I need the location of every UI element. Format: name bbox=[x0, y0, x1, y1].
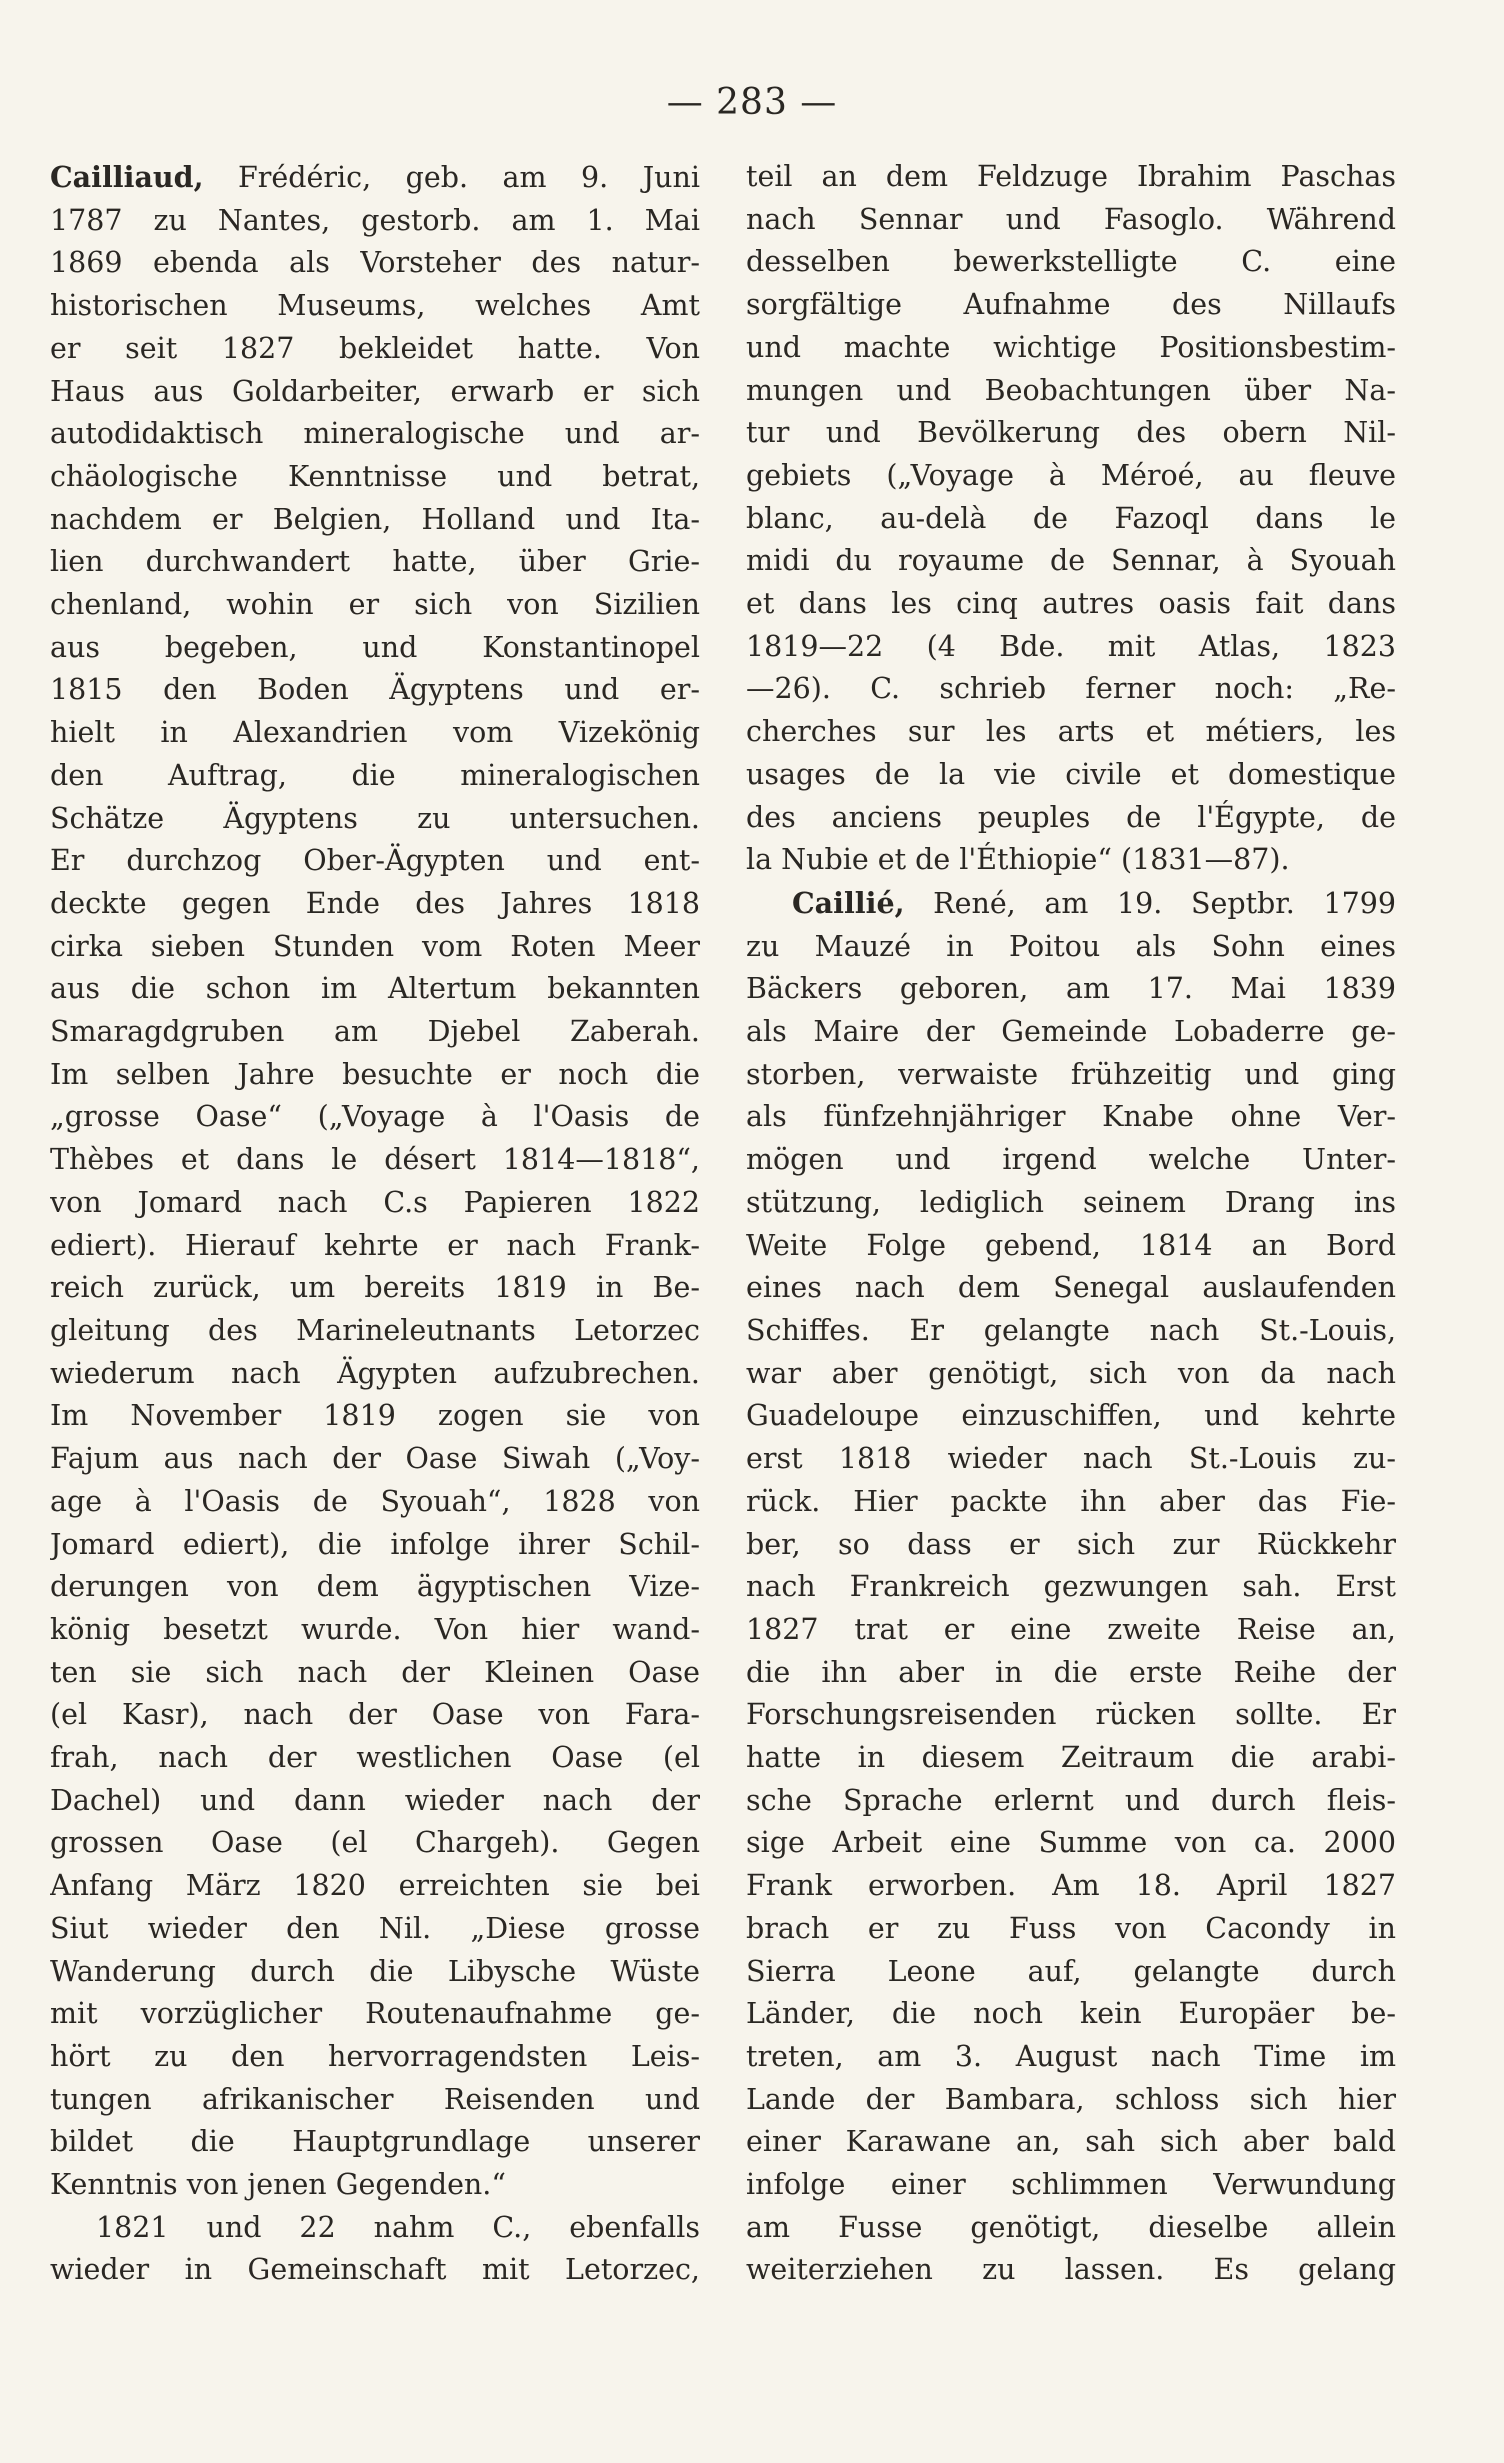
text-line: die ihn aber in die erste Reihe der bbox=[746, 1655, 1396, 1689]
text-line: Thèbes et dans le désert 1814—1818“, bbox=[50, 1143, 700, 1177]
text-line: infolge einer schlimmen Verwundung bbox=[746, 2168, 1396, 2202]
text-line: desselben bewerkstelligte C. eine bbox=[746, 245, 1396, 279]
text-line: Forschungsreisenden rücken sollte. Er bbox=[746, 1698, 1396, 1732]
text-line: chäologische Kenntnisse und betrat, bbox=[50, 459, 700, 493]
text-line: derungen von dem ägyptischen Vize- bbox=[50, 1570, 700, 1604]
text-line: nach Sennar und Fasoglo. Während bbox=[746, 202, 1396, 236]
text-line: Frédéric, geb. am 9. Juni bbox=[203, 161, 700, 194]
entry-first-line bbox=[50, 156, 700, 200]
text-line: ber, so dass er sich zur Rückkehr bbox=[746, 1527, 1396, 1561]
text-line: von Jomard nach C.s Papieren 1822 bbox=[50, 1185, 700, 1219]
text-line: historischen Museums, welches Amt bbox=[50, 289, 700, 323]
text-line: grossen Oase (el Chargeh). Gegen bbox=[50, 1826, 700, 1860]
text-line: hört zu den hervorragendsten Leis- bbox=[50, 2039, 700, 2073]
left-column bbox=[50, 156, 700, 2292]
text-line: er seit 1827 bekleidet hatte. Von bbox=[50, 331, 700, 365]
text-line: aus die schon im Altertum bekannten bbox=[50, 972, 700, 1006]
text-line: 1869 ebenda als Vorsteher des natur- bbox=[50, 246, 700, 280]
text-line: als fünfzehnjähriger Knabe ohne Ver- bbox=[746, 1100, 1396, 1134]
text-line: Anfang März 1820 erreichten sie bei bbox=[50, 1869, 700, 1903]
text-line: brach er zu Fuss von Cacondy in bbox=[746, 1911, 1396, 1945]
text-line: den Auftrag, die mineralogischen bbox=[50, 758, 700, 792]
text-line: sche Sprache erlernt und durch fleis- bbox=[746, 1783, 1396, 1817]
text-line: gleitung des Marineleutnants Letorzec bbox=[50, 1313, 700, 1347]
text-line: ten sie sich nach der Kleinen Oase bbox=[50, 1655, 700, 1689]
text-line: autodidaktisch mineralogische und ar- bbox=[50, 417, 700, 451]
text-line: wieder in Gemeinschaft mit Letorzec, bbox=[50, 2253, 700, 2287]
text-line: Schiffes. Er gelangte nach St.-Louis, bbox=[746, 1313, 1396, 1347]
page-number: — 283 — bbox=[666, 82, 838, 123]
text-line: reich zurück, um bereits 1819 in Be- bbox=[50, 1271, 700, 1305]
text-line: Kenntnis von jenen Gegenden.“ bbox=[50, 2168, 506, 2202]
text-line: Bäckers geboren, am 17. Mai 1839 bbox=[746, 972, 1396, 1006]
text-line: 1821 und 22 nahm C., ebenfalls bbox=[96, 2210, 700, 2244]
text-line: zu Mauzé in Poitou als Sohn eines bbox=[746, 929, 1396, 963]
text-line: Im November 1819 zogen sie von bbox=[50, 1399, 700, 1433]
text-line: Frank erworben. Am 18. April 1827 bbox=[746, 1869, 1396, 1903]
text-line: Weite Folge gebend, 1814 an Bord bbox=[746, 1228, 1396, 1262]
text-line: mögen und irgend welche Unter- bbox=[746, 1143, 1396, 1177]
text-line: einer Karawane an, sah sich aber bald bbox=[746, 2125, 1396, 2159]
text-line: erst 1818 wieder nach St.-Louis zu- bbox=[746, 1442, 1396, 1476]
text-line: Smaragdgruben am Djebel Zaberah. bbox=[50, 1015, 700, 1049]
text-line: ediert). Hierauf kehrte er nach Frank- bbox=[50, 1228, 700, 1262]
text-line: René, am 19. Septbr. 1799 bbox=[904, 886, 1396, 920]
text-line: Länder, die noch kein Europäer be- bbox=[746, 1997, 1396, 2031]
text-line: wiederum nach Ägypten aufzubrechen. bbox=[50, 1356, 700, 1390]
text-line: sige Arbeit eine Summe von ca. 2000 bbox=[746, 1826, 1396, 1860]
text-line: 1787 zu Nantes, gestorb. am 1. Mai bbox=[50, 203, 700, 237]
text-line: rück. Hier packte ihn aber das Fie- bbox=[746, 1484, 1396, 1518]
text-line: als Maire der Gemeinde Lobaderre ge- bbox=[746, 1015, 1396, 1049]
text-line: Lande der Bambara, schloss sich hier bbox=[746, 2082, 1396, 2116]
text-line: Guadeloupe einzuschiffen, und kehrte bbox=[746, 1399, 1396, 1433]
text-line: hielt in Alexandrien vom Vizekönig bbox=[50, 716, 700, 750]
text-line: la Nubie et de l'Éthiopie“ (1831—87). bbox=[746, 843, 1290, 877]
text-line: stützung, lediglich seinem Drang ins bbox=[746, 1185, 1396, 1219]
text-line: Sierra Leone auf, gelangte durch bbox=[746, 1954, 1396, 1988]
text-line: sorgfältige Aufnahme des Nillaufs bbox=[746, 288, 1396, 322]
text-line: hatte in diesem Zeitraum die arabi- bbox=[746, 1741, 1396, 1775]
text-line: Jomard ediert), die infolge ihrer Schil- bbox=[50, 1527, 700, 1561]
text-line: midi du royaume de Sennar, à Syouah bbox=[746, 544, 1396, 578]
text-line: chenland, wohin er sich von Sizilien bbox=[50, 588, 700, 622]
text-line: —26). C. schrieb ferner noch: „Re- bbox=[746, 672, 1396, 706]
text-line: gebiets („Voyage à Méroé, au fleuve bbox=[746, 458, 1396, 492]
text-line: bildet die Hauptgrundlage unserer bbox=[50, 2125, 700, 2159]
text-line: Wanderung durch die Libysche Wüste bbox=[50, 1954, 700, 1988]
text-line: Im selben Jahre besuchte er noch die bbox=[50, 1057, 700, 1091]
text-line: Schätze Ägyptens zu untersuchen. bbox=[50, 801, 700, 835]
entry-name-cailliaud: Cailliaud, bbox=[50, 160, 204, 194]
text-line: Haus aus Goldarbeiter, erwarb er sich bbox=[50, 374, 700, 408]
text-line: 1815 den Boden Ägyptens und er- bbox=[50, 673, 700, 707]
text-line: Er durchzog Ober-Ägypten und ent- bbox=[50, 844, 700, 878]
text-line: frah, nach der westlichen Oase (el bbox=[50, 1741, 700, 1775]
text-line: (el Kasr), nach der Oase von Fara- bbox=[50, 1698, 700, 1732]
text-line: am Fusse genötigt, dieselbe allein bbox=[746, 2210, 1396, 2244]
text-line: eines nach dem Senegal auslaufenden bbox=[746, 1271, 1396, 1305]
text-line: blanc, au-delà de Fazoql dans le bbox=[746, 501, 1396, 535]
text-line: tur und Bevölkerung des obern Nil- bbox=[746, 416, 1396, 450]
entry-name-caillie: Caillié, bbox=[792, 885, 905, 920]
text-line: et dans les cinq autres oasis fait dans bbox=[746, 587, 1396, 621]
text-line: deckte gegen Ende des Jahres 1818 bbox=[50, 886, 700, 920]
text-line: könig besetzt wurde. Von hier wand- bbox=[50, 1612, 700, 1646]
text-line: mungen und Beobachtungen über Na- bbox=[746, 373, 1396, 407]
text-line: tungen afrikanischer Reisenden und bbox=[50, 2082, 700, 2116]
text-line: und machte wichtige Positionsbestim- bbox=[746, 330, 1396, 364]
text-line: des anciens peuples de l'Égypte, de bbox=[746, 800, 1396, 834]
text-line: war aber genötigt, sich von da nach bbox=[746, 1356, 1396, 1390]
text-line: cirka sieben Stunden vom Roten Meer bbox=[50, 929, 700, 963]
text-line: „grosse Oase“ („Voyage à l'Oasis de bbox=[50, 1100, 700, 1134]
text-line: nachdem er Belgien, Holland und Ita- bbox=[50, 502, 700, 536]
text-line: age à l'Oasis de Syouah“, 1828 von bbox=[50, 1484, 700, 1518]
text-line: lien durchwandert hatte, über Grie- bbox=[50, 545, 700, 579]
text-line: Siut wieder den Nil. „Diese grosse bbox=[50, 1911, 700, 1945]
text-line: teil an dem Feldzuge Ibrahim Paschas bbox=[746, 160, 1396, 193]
text-line: cherches sur les arts et métiers, les bbox=[746, 715, 1396, 749]
text-line: treten, am 3. August nach Time im bbox=[746, 2039, 1396, 2073]
text-line: weiterziehen zu lassen. Es gelang bbox=[746, 2253, 1396, 2287]
entry-first-line bbox=[746, 882, 1396, 926]
text-line: mit vorzüglicher Routenaufnahme ge- bbox=[50, 1997, 700, 2031]
text-line: 1819—22 (4 Bde. mit Atlas, 1823 bbox=[746, 629, 1396, 663]
right-column bbox=[746, 156, 1396, 2292]
text-line: usages de la vie civile et domestique bbox=[746, 757, 1396, 791]
text-line: aus begeben, und Konstantinopel bbox=[50, 630, 700, 664]
text-line: nach Frankreich gezwungen sah. Erst bbox=[746, 1570, 1396, 1604]
text-line: storben, verwaiste frühzeitig und ging bbox=[746, 1057, 1396, 1091]
text-line: Dachel) und dann wieder nach der bbox=[50, 1783, 700, 1817]
text-line: Fajum aus nach der Oase Siwah („Voy- bbox=[50, 1442, 700, 1476]
text-line: 1827 trat er eine zweite Reise an, bbox=[746, 1612, 1396, 1646]
